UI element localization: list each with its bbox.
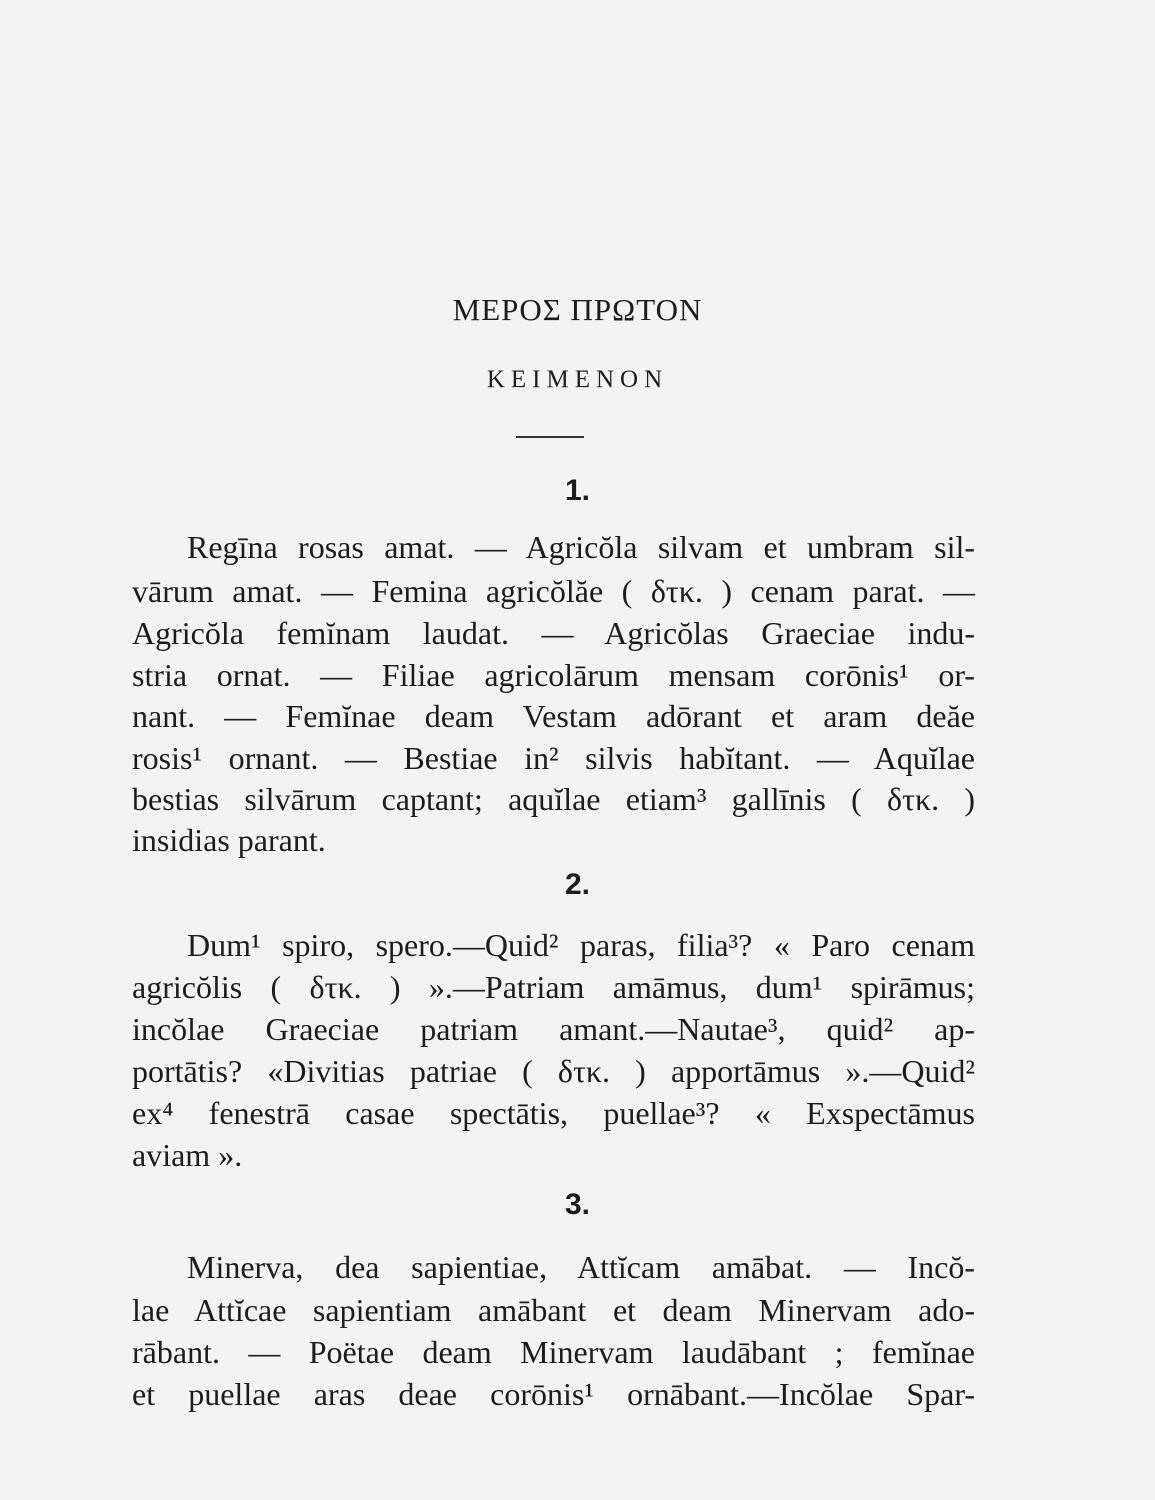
section-number: 1. (564, 474, 591, 507)
text-line: Agricŏla femĭnam laudat. — Agricŏlas Graeciae indu- (132, 615, 975, 651)
text-line: portātis? «Divitias patriae ( δτκ. ) apportāmus ».—Quid² (132, 1053, 975, 1089)
text-line: incŏlae Graeciae patriam amant.—Nautae³, quid² ap- (132, 1011, 975, 1047)
text-line: nant. — Femĭnae deam Vestam adōrant et aram deăe (132, 698, 975, 734)
text-line: ex⁴ fenestrā casae spectātis, puellae³? « Exspectāmus (132, 1095, 975, 1131)
page-subtitle: ΚΕΙΜΕΝΟΝ (486, 366, 669, 393)
text-line: insidias parant. (132, 822, 326, 858)
text-line: rābant. — Poëtae deam Minervam laudābant ; femĭnae (132, 1334, 975, 1370)
text-line: bestias silvārum captant; aquĭlae etiam³ gallīnis ( δτκ. ) (132, 781, 975, 817)
text-line: vārum amat. — Femina agricŏlăe ( δτκ. ) cenam parat. — (132, 573, 975, 609)
divider (516, 436, 584, 438)
text-line: Minerva, dea sapientiae, Attĭcam amābat. — Incŏ- (187, 1249, 975, 1285)
text-line: et puellae aras deae corōnis¹ ornābant.—Incŏlae Spar- (132, 1376, 975, 1412)
section-number: 3. (564, 1188, 591, 1221)
text-line: rosis¹ ornant. — Bestiae in² silvis habĭtant. — Aquĭlae (132, 740, 975, 776)
text-line: stria ornat. — Filiae agricolārum mensam corōnis¹ or- (132, 657, 975, 693)
text-line: Regīna rosas amat. — Agricŏla silvam et umbram sil- (187, 529, 975, 565)
text-line: Dum¹ spiro, spero.—Quid² paras, filia³? « Paro cenam (187, 927, 975, 963)
page-title: ΜΕΡΟΣ ΠΡΩΤΟΝ (452, 292, 703, 327)
section-number: 2. (564, 868, 591, 901)
text-line: aviam ». (132, 1137, 243, 1173)
text-line: lae Attĭcae sapientiam amābant et deam Minervam ado- (132, 1292, 975, 1328)
text-line: agricŏlis ( δτκ. ) ».—Patriam amāmus, dum¹ spirāmus; (132, 969, 975, 1005)
